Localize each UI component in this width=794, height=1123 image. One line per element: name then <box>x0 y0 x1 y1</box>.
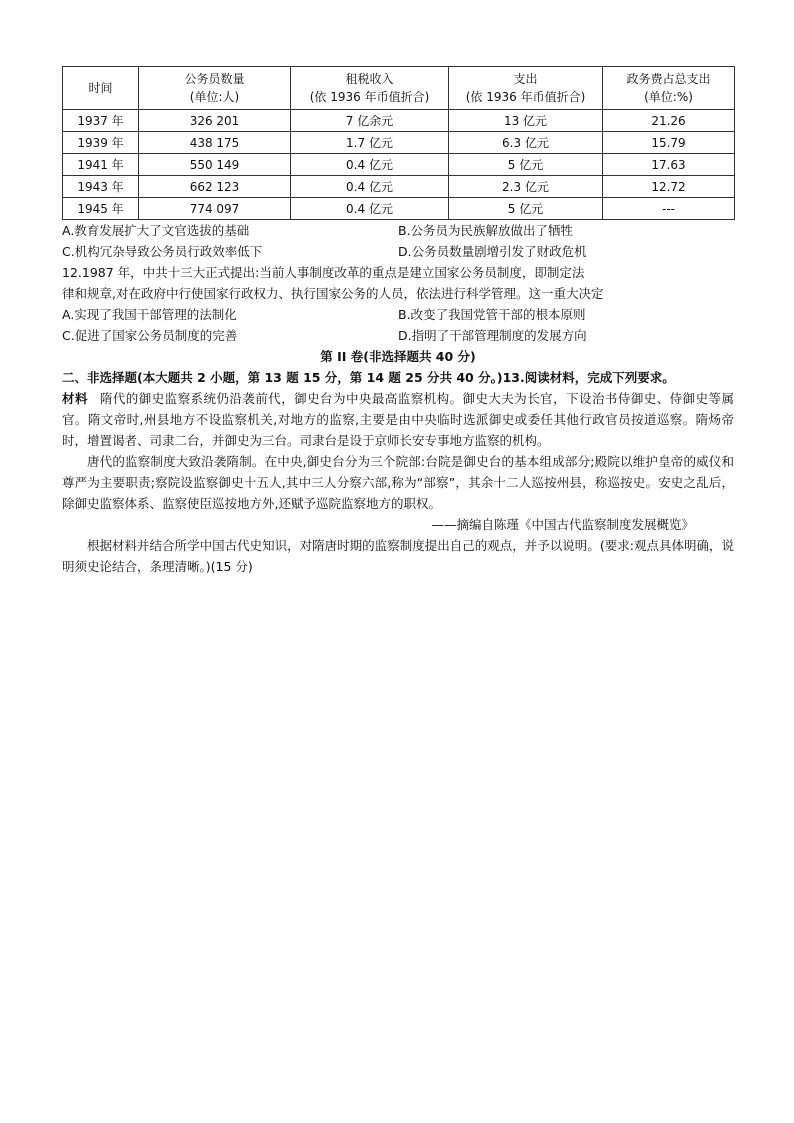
table-cell: 550 149 <box>139 154 291 176</box>
table-cell: 774 097 <box>139 198 291 220</box>
exam-page <box>62 66 734 577</box>
header-admin-ratio: 政务费占总支出 (单位:%) <box>603 67 735 110</box>
material-text-1: 隋代的御史监察系统仍沿袭前代，御史台为中央最高监察机构。御史大夫为长官，下设治书侍御史、侍御史等属官。隋文帝时,州县地方不设监察机关,对地方的监察,主要是由中央临时选派御史或委任其他行政官员按道巡察。隋炀帝时，增置谒者、司隶二台，并御史为三台。司隶台是设于京师长安专事地方监察的机构。 <box>62 391 734 448</box>
table-row <box>63 154 735 176</box>
material-para-1 <box>62 388 734 451</box>
table-cell: 0.4 亿元 <box>291 198 449 220</box>
table-cell: 2.3 亿元 <box>449 176 603 198</box>
q11-option-d[interactable]: D.公务员数量剧增引发了财政危机 <box>398 244 587 259</box>
table-cell: 13 亿元 <box>449 110 603 132</box>
q11-options <box>62 220 734 262</box>
q11-option-c[interactable]: C.机构冗杂导致公务员行政效率低下 <box>62 244 263 259</box>
table-cell: 1943 年 <box>63 176 139 198</box>
part2-heading: 二、非选择题(本大题共 2 小题，第 13 题 15 分，第 14 题 25 分共 40 分。)13.阅读材料，完成下列要求。 <box>62 370 675 385</box>
material-label: 材料 <box>62 391 88 406</box>
q12-option-row <box>62 325 734 346</box>
q12-stem-line: 律和规章,对在政府中行使国家行政权力、执行国家公务的人员，依法进行科学管理。这一重大决定 <box>62 286 604 301</box>
table-row <box>63 176 735 198</box>
q11-option-row <box>62 241 734 262</box>
header-expense: 支出 (依 1936 年币值折合) <box>449 67 603 110</box>
q11-option-b[interactable]: B.公务员为民族解放做出了牺牲 <box>398 223 574 238</box>
table-cell: 1937 年 <box>63 110 139 132</box>
table-cell: 17.63 <box>603 154 735 176</box>
table-cell: 1.7 亿元 <box>291 132 449 154</box>
material-para-2: 唐代的监察制度大致沿袭隋制。在中央,御史台分为三个院部:台院是御史台的基本组成部分;殿院以维护皇帝的威仪和尊严为主要职责;察院设监察御史十五人,其中三人分察六部,称为“部察”，其余十二人巡按州县，称巡按史。安史之乱后，除御史监察体系、监察使臣巡按地方外,还赋予巡院监察地方的职权。 <box>62 454 734 511</box>
q12-option-a[interactable]: A.实现了我国干部管理的法制化 <box>62 307 237 322</box>
question-13-prompt: 根据材料并结合所学中国古代史知识，对隋唐时期的监察制度提出自己的观点，并予以说明。(要求:观点具体明确，说明须史论结合，条理清晰。)(15 分) <box>62 538 734 574</box>
table-cell: 0.4 亿元 <box>291 176 449 198</box>
table-cell: 662 123 <box>139 176 291 198</box>
header-count: 公务员数量 (单位:人) <box>139 67 291 110</box>
part2-title: 第 II 卷(非选择题共 40 分) <box>320 349 476 364</box>
table-cell: 21.26 <box>603 110 735 132</box>
q12-option-row <box>62 304 734 325</box>
table-cell: 438 175 <box>139 132 291 154</box>
table-header-row <box>63 67 735 110</box>
table-cell: 1941 年 <box>63 154 139 176</box>
table-row <box>63 110 735 132</box>
table-row <box>63 198 735 220</box>
table-cell: 15.79 <box>603 132 735 154</box>
civil-servant-table <box>62 66 735 220</box>
table-cell: 1945 年 <box>63 198 139 220</box>
table-cell: 5 亿元 <box>449 154 603 176</box>
q12-stem-line: 12.1987 年，中共十三大正式提出:当前人事制度改革的重点是建立国家公务员制度，即制定法 <box>62 265 585 280</box>
table-cell: 0.4 亿元 <box>291 154 449 176</box>
table-cell: 1939 年 <box>63 132 139 154</box>
q12-option-c[interactable]: C.促进了国家公务员制度的完善 <box>62 328 238 343</box>
table-cell: 6.3 亿元 <box>449 132 603 154</box>
table-cell: 5 亿元 <box>449 198 603 220</box>
q12-option-d[interactable]: D.指明了干部管理制度的发展方向 <box>398 328 587 343</box>
q12 <box>62 262 734 346</box>
q11-option-row <box>62 220 734 241</box>
header-time: 时间 <box>63 67 139 110</box>
table-row <box>63 132 735 154</box>
table-cell: 326 201 <box>139 110 291 132</box>
q11-option-a[interactable]: A.教育发展扩大了文官选拔的基础 <box>62 223 250 238</box>
table-cell: 12.72 <box>603 176 735 198</box>
q12-option-b[interactable]: B.改变了我国党管干部的根本原则 <box>398 307 586 322</box>
material-source: ——摘编自陈瑾《中国古代监察制度发展概览》 <box>431 517 694 532</box>
table-cell: --- <box>603 198 735 220</box>
table-cell: 7 亿余元 <box>291 110 449 132</box>
header-tax: 租税收入 (依 1936 年币值折合) <box>291 67 449 110</box>
